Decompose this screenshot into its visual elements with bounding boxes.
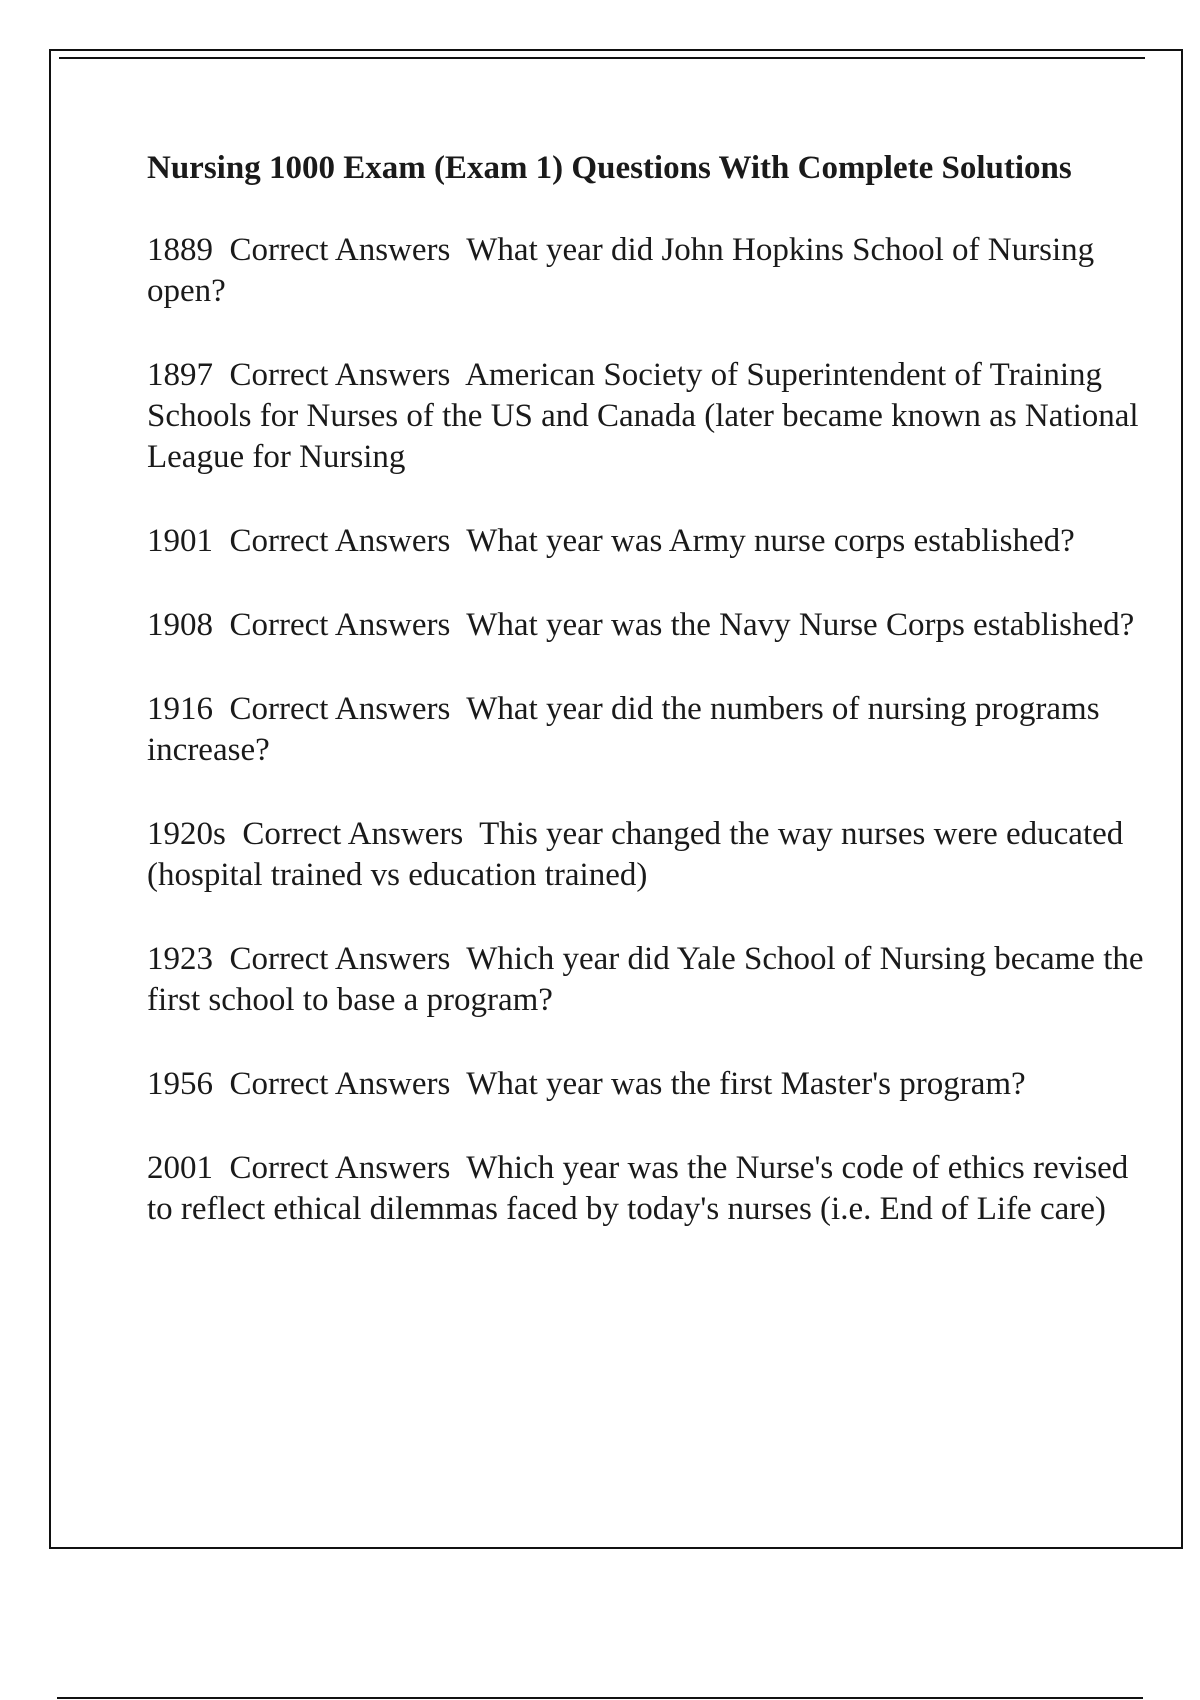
question-text: What year was the first Master's program? (466, 1066, 1026, 1102)
answer-year: 1897 (147, 357, 213, 393)
qa-item (147, 939, 1152, 1021)
qa-item (147, 814, 1147, 896)
qa-item (147, 230, 1147, 312)
question-text: Which year was the Nurse's code of ethics revised to reflect ethical dilemmas faced by today's nurses (i.e. End of Life care) (147, 1150, 1137, 1227)
document-content (147, 147, 1152, 1273)
answer-year: 1889 (147, 232, 213, 268)
question-text: American Society of Superintendent of Training Schools for Nurses of the US and Canada (later became known as National League for Nursing (147, 357, 1147, 475)
answer-label: Correct Answers (242, 816, 464, 852)
answer-year: 1956 (147, 1066, 213, 1102)
question-text: What year did the numbers of nursing programs increase? (147, 691, 1108, 768)
answer-label: Correct Answers (229, 941, 451, 977)
answer-year: 1916 (147, 691, 213, 727)
answer-year: 1920s (147, 816, 226, 852)
answer-year: 1908 (147, 607, 213, 643)
qa-item (147, 521, 1147, 562)
answer-label: Correct Answers (229, 691, 451, 727)
question-text: What year was Army nurse corps established? (466, 523, 1075, 559)
answer-label: Correct Answers (229, 1066, 451, 1102)
answer-year: 1901 (147, 523, 213, 559)
top-rule (59, 57, 1145, 59)
answer-label: Correct Answers (229, 607, 451, 643)
bottom-rule (57, 1697, 1143, 1699)
qa-item (147, 689, 1147, 771)
qa-item (147, 1148, 1147, 1230)
question-text: What year was the Navy Nurse Corps established? (466, 607, 1135, 643)
answer-label: Correct Answers (229, 357, 451, 393)
question-text: What year did John Hopkins School of Nursing open? (147, 232, 1103, 309)
qa-item (147, 355, 1147, 478)
answer-year: 1923 (147, 941, 213, 977)
page-frame (49, 49, 1183, 1549)
answer-label: Correct Answers (229, 232, 451, 268)
answer-label: Correct Answers (229, 1150, 451, 1186)
qa-item (147, 605, 1147, 646)
qa-item (147, 1064, 1147, 1105)
answer-label: Correct Answers (229, 523, 451, 559)
document-title: Nursing 1000 Exam (Exam 1) Questions With Complete Solutions (147, 150, 1072, 186)
question-text: Which year did Yale School of Nursing became the first school to base a program? (147, 941, 1152, 1018)
answer-year: 2001 (147, 1150, 213, 1186)
question-text: This year changed the way nurses were educated (hospital trained vs education trained) (147, 816, 1132, 893)
